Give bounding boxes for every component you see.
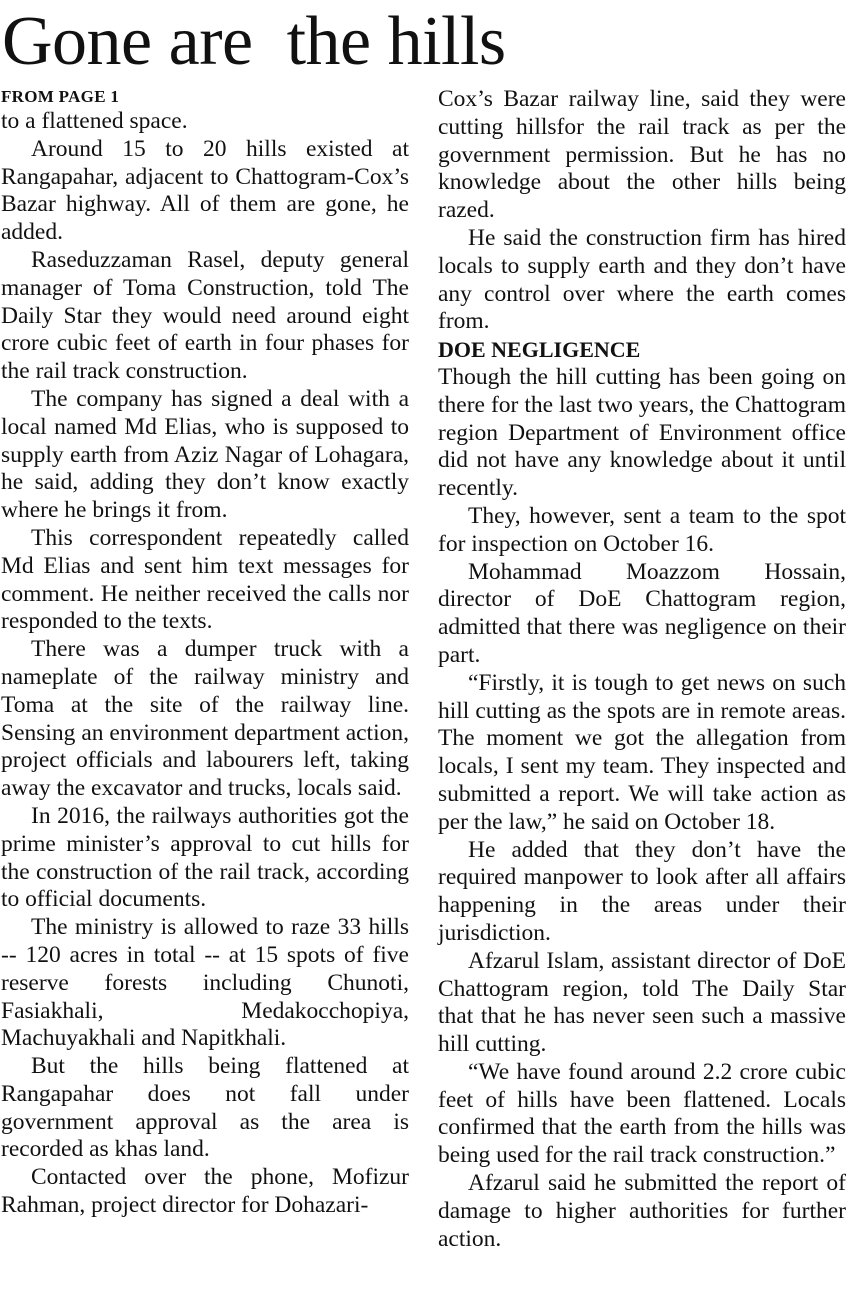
paragraph: The ministry is allowed to raze 33 hills -- 120 acres in total -- at 15 spots of five reserve forests including Chunoti, Fasiakhali, Medakocchopiya, Machuyakhali and Napitkhali. — [1, 914, 409, 1052]
section-subhead: DOE NEGLIGENCE — [438, 337, 641, 363]
paragraph: But the hills being flattened at Rangapahar does not fall under government approval as the area is recorded as khas land. — [1, 1053, 409, 1163]
paragraph: Afzarul Islam, assistant director of DoE Chattogram region, told The Daily Star that that he has never seen such a massive hill cutting. — [438, 947, 846, 1058]
paragraph: “We have found around 2.2 crore cubic feet of hills have been flattened. Locals confirmed that the earth from the hills was being used for the rail track construction.” — [438, 1058, 846, 1169]
right-column — [438, 86, 846, 1253]
paragraph: There was a dumper truck with a nameplate of the railway ministry and Toma at the site of the railway line. Sensing an environment department action, project officials and labourers left, taking away the excavator and trucks, locals said. — [1, 636, 409, 802]
paragraph: Afzarul said he submitted the report of damage to higher authorities for further action. — [438, 1170, 846, 1252]
paragraph: He said the construction firm has hired locals to supply earth and they don’t have any control over where the earth comes from. — [438, 224, 846, 335]
paragraph: The company has signed a deal with a local named Md Elias, who is supposed to supply earth from Aziz Nagar of Lohagara, he said, adding they don’t know exactly where he brings it from. — [1, 385, 409, 524]
paragraph: Contacted over the phone, Mofizur Rahman, project director for Dohazari- — [1, 1164, 409, 1219]
paragraph: In 2016, the railways authorities got the prime minister’s approval to cut hills for the construction of the rail track, according to official documents. — [1, 802, 409, 913]
paragraph: Cox’s Bazar railway line, said they were cutting hillsfor the rail track as per the government permission. But he has no knowledge about the other hills being razed. — [438, 86, 846, 224]
paragraph: He added that they don’t have the required manpower to look after all affairs happening in the areas under their jurisdiction. — [438, 836, 846, 946]
paragraph: They, however, sent a team to the spot for inspection on October 16. — [438, 502, 846, 557]
paragraph: Though the hill cutting has been going on there for the last two years, the Chattogram region Department of Environment office did not have any knowledge about it until recently. — [438, 363, 846, 502]
headline: Gone are the hills — [2, 3, 506, 80]
paragraph: “Firstly, it is tough to get news on such hill cutting as the spots are in remote areas. The moment we got the allegation from locals, I sent my team. They inspected and submitted a report. We will take action as per the law,” he said on October 18. — [438, 669, 846, 835]
paragraph: This correspondent repeatedly called Md Elias and sent him text messages for comment. He neither received the calls nor responded to the texts. — [1, 524, 409, 635]
kicker: FROM PAGE 1 — [1, 87, 120, 106]
paragraph: Around 15 to 20 hills existed at Rangapahar, adjacent to Chattogram-Cox’s Bazar highway. All of them are gone, he added. — [1, 135, 409, 246]
paragraph: to a flattened space. — [1, 108, 188, 134]
paragraph: Raseduzzaman Rasel, deputy general manager of Toma Construction, told The Daily Star they would need around eight crore cubic feet of earth in four phases for the rail track construction. — [1, 246, 409, 385]
paragraph: Mohammad Moazzom Hossain, director of DoE Chattogram region, admitted that there was negligence on their part. — [438, 558, 846, 668]
left-column — [1, 86, 409, 1220]
